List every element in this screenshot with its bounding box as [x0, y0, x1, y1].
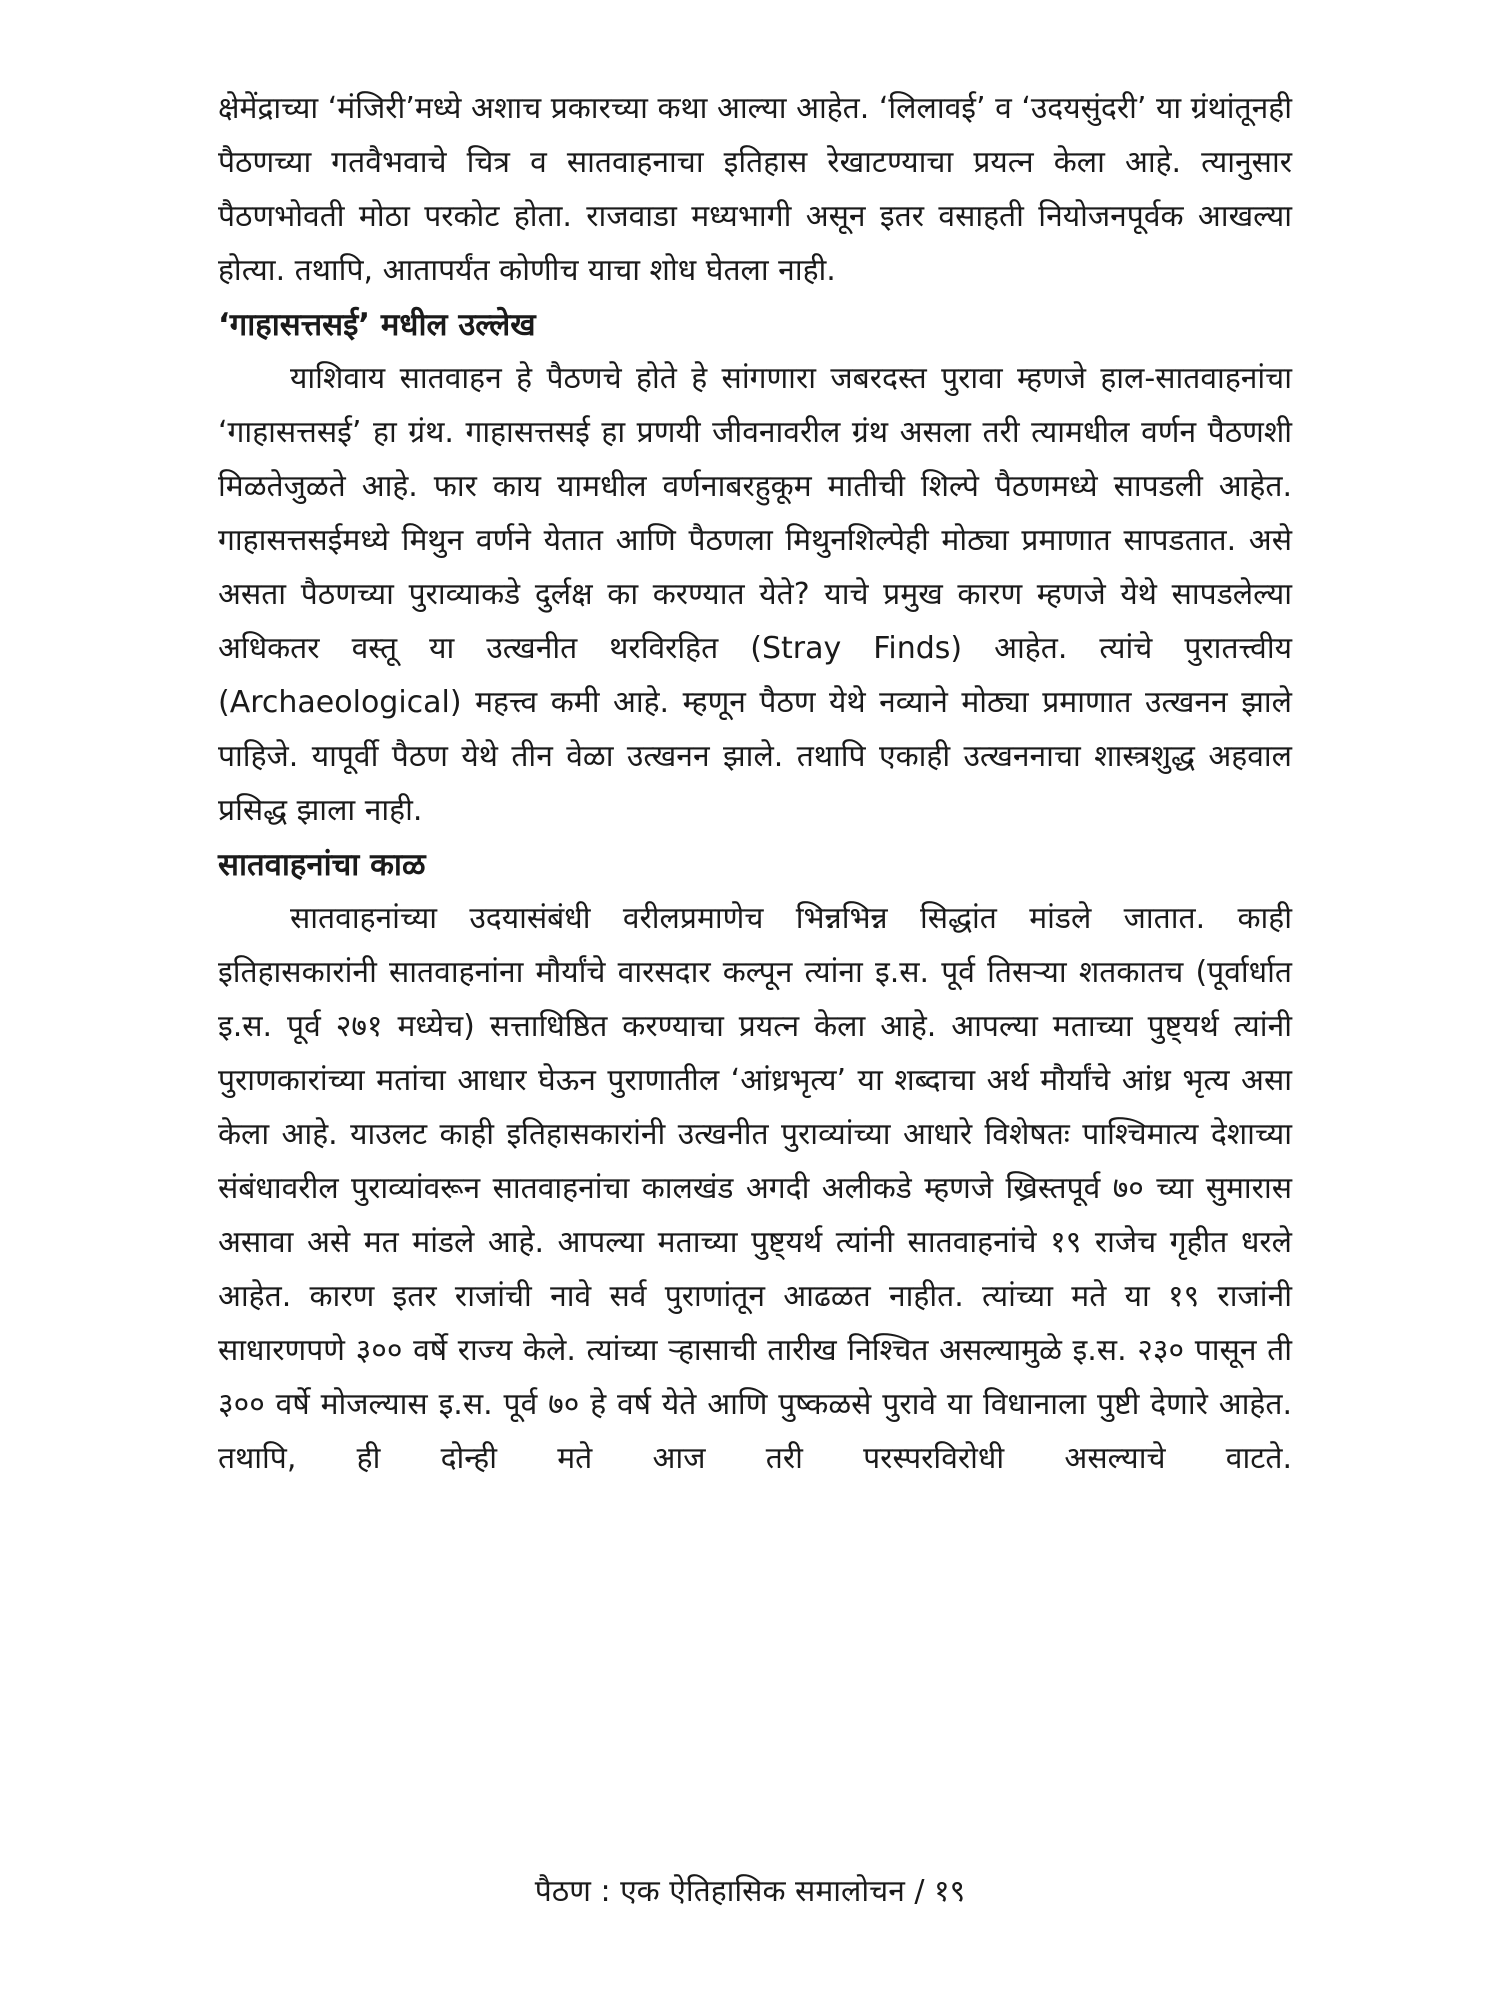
paragraph-manjiri: क्षेमेंद्राच्या ‘मंजिरी’मध्ये अशाच प्रकारच्या कथा आल्या आहेत. ‘लिलावई’ व ‘उदयसुंदरी’ या ग्रंथांतूनही पैठणच्या गतवैभवाचे चित्र व सातवाहनाचा इतिहास रेखाटण्याचा प्रयत्न केला आहे. त्यानुसार पैठणभोवती मोठा परकोट होता. राजवाडा मध्यभागी असून इतर वसाहती नियोजनपूर्वक आखल्या होत्या. तथापि, आतापर्यंत कोणीच याचा शोध घेतला नाही.	[218, 91, 1292, 288]
paragraph-gahasattasai: याशिवाय सातवाहन हे पैठणचे होते हे सांगणारा जबरदस्त पुरावा म्हणजे हाल-सातवाहनांचा ‘गाहासत्तसई’ हा ग्रंथ. गाहासत्तसई हा प्रणयी जीवनावरील ग्रंथ असला तरी त्यामधील वर्णन पैठणशी मिळतेजुळते आहे. फार काय यामधील वर्णनाबरहुकूम मातीची शिल्पे पैठणमध्ये सापडली आहेत. गाहासत्तसईमध्ये मिथुन वर्णने येतात आणि पैठणला मिथुनशिल्पेही मोठ्या प्रमाणात सापडतात. असे असता पैठणच्या पुराव्याकडे दुर्लक्ष का करण्यात येते? याचे प्रमुख कारण म्हणजे येथे सापडलेल्या अधिकतर वस्तू या उत्खनीत थरविरहित (Stray Finds) आहेत. त्यांचे पुरातत्त्वीय (Archaeological) महत्त्व कमी आहे. म्हणून पैठण येथे नव्याने मोठ्या प्रमाणात उत्खनन झाले पाहिजे. यापूर्वी पैठण येथे तीन वेळा उत्खनन झाले. तथापि एकाही उत्खननाचा शास्त्रशुद्ध अहवाल प्रसिद्ध झाला नाही.	[218, 361, 1292, 828]
section-heading-satavahana-period: सातवाहनांचा काळ	[218, 847, 426, 883]
page-body	[218, 82, 1292, 1486]
page-footer: पैठण : एक ऐतिहासिक समालोचन / १९	[534, 1874, 966, 1909]
section-heading-gahasattasai: ‘गाहासत्तसई’ मधील उल्लेख	[218, 307, 536, 343]
paragraph-satavahana-period: सातवाहनांच्या उदयासंबंधी वरीलप्रमाणेच भिन्नभिन्न सिद्धांत मांडले जातात. काही इतिहासकारांनी सातवाहनांना मौर्यांचे वारसदार कल्पून त्यांना इ.स. पूर्व तिसऱ्या शतकातच (पूर्वार्धात इ.स. पूर्व २७१ मध्येच) सत्ताधिष्ठित करण्याचा प्रयत्न केला आहे. आपल्या मताच्या पुष्ट्यर्थ त्यांनी पुराणकारांच्या मतांचा आधार घेऊन पुराणातील ‘आंध्रभृत्य’ या शब्दाचा अर्थ मौर्यांचे आंध्र भृत्य असा केला आहे. याउलट काही इतिहासकारांनी उत्खनीत पुराव्यांच्या आधारे विशेषतः पाश्चिमात्य देशाच्या संबंधावरील पुराव्यांवरून सातवाहनांचा कालखंड अगदी अलीकडे म्हणजे ख्रिस्तपूर्व ७० च्या सुमारास असावा असे मत मांडले आहे. आपल्या मताच्या पुष्ट्यर्थ त्यांनी सातवाहनांचे १९ राजेच गृहीत धरले आहेत. कारण इतर राजांची नावे सर्व पुराणांतून आढळत नाहीत. त्यांच्या मते या १९ राजांनी साधारणपणे ३०० वर्षे राज्य केले. त्यांच्या ऱ्हासाची तारीख निश्चित असल्यामुळे इ.स. २३० पासून ती ३०० वर्षे मोजल्यास इ.स. पूर्व ७० हे वर्ष येते आणि पुष्कळसे पुरावे या विधानाला पुष्टी देणारे आहेत. तथापि, ही दोन्ही मते आज तरी परस्परविरोधी असल्याचे वाटते.	[218, 901, 1292, 1476]
